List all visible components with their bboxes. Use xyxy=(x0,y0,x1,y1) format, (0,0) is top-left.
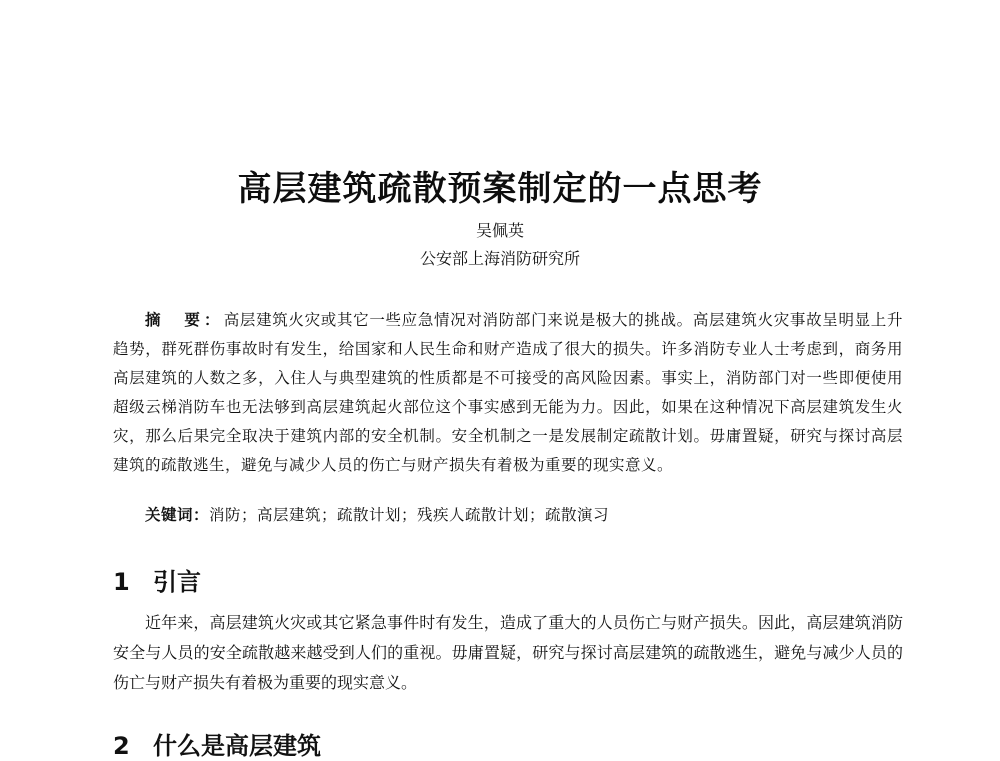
section-2-title: 什么是高层建筑 xyxy=(153,732,321,760)
section-1-heading xyxy=(113,562,201,597)
section-1-title: 引言 xyxy=(153,568,201,596)
keywords xyxy=(145,503,905,525)
section-2-heading xyxy=(113,726,321,761)
section-1-number: 1 xyxy=(113,568,130,596)
abstract-label: 摘 要： xyxy=(145,310,224,329)
abstract-text: 高层建筑火灾或其它一些应急情况对消防部门来说是极大的挑战。高层建筑火灾事故呈明显上升趋势，群死群伤事故时有发生，给国家和人民生命和财产造成了很大的损失。许多消防专业人士考虑到，商务用高层建筑的人数之多，入住人与典型建筑的性质都是不可接受的高风险因素。事实上，消防部门对一些即便使用超级云梯消防车也无法够到高层建筑起火部位这个事实感到无能为力。因此，如果在这种情况下高层建筑发生火灾，那么后果完全取决于建筑内部的安全机制。安全机制之一是发展制定疏散计划。毋庸置疑，研究与探讨高层建筑的疏散逃生，避免与减少人员的伤亡与财产损失有着极为重要的现实意义。 xyxy=(113,311,903,474)
section-2-number: 2 xyxy=(113,732,130,760)
section-1-paragraph: 近年来，高层建筑火灾或其它紧急事件时有发生，造成了重大的人员伤亡与财产损失。因此，高层建筑消防安全与人员的安全疏散越来越受到人们的重视。毋庸置疑，研究与探讨高层建筑的疏散逃生，避免与减少人员的伤亡与财产损失有着极为重要的现实意义。 xyxy=(113,613,903,692)
author-name: 吴佩英 xyxy=(475,221,524,240)
keywords-text: 消防；高层建筑；疏散计划；残疾人疏散计划；疏散演习 xyxy=(209,506,610,524)
abstract xyxy=(113,305,903,480)
paper-title: 高层建筑疏散预案制定的一点思考 xyxy=(237,168,763,209)
author-affiliation: 公安部上海消防研究所 xyxy=(419,249,580,268)
keywords-label: 关键词： xyxy=(145,505,210,524)
